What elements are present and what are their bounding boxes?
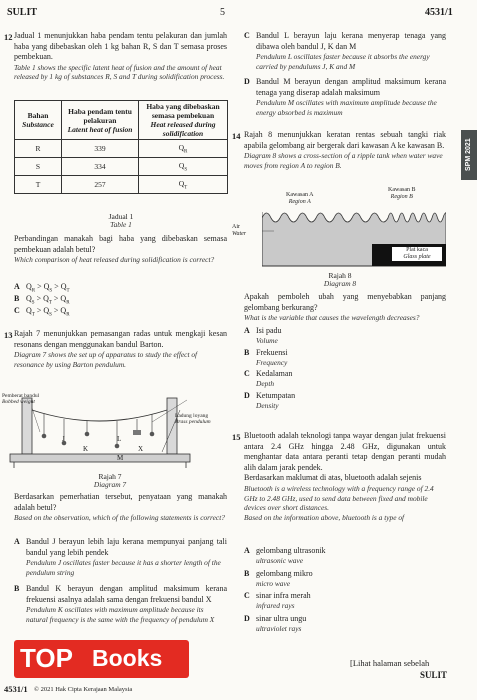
q14-option-a-en: Volume xyxy=(256,336,278,345)
q13-option-d-en: Pendulum M oscillates with maximum amplitude because the energy absorbed is maximum xyxy=(256,98,437,117)
q15-text-ms: Bluetooth adalah teknologi tanpa wayar dengan julat frekuensi antara 2.4 GHz hingga 2.48 GHz, digunakan untuk menghantar data antara peranti tetap dengan peranti mudah alih dalam jarak pendek. xyxy=(244,431,446,472)
q14-option-d-ms: Ketumpatan xyxy=(256,390,296,400)
footer-next-page: [Lihat halaman sebelah xyxy=(350,658,430,668)
q15-block xyxy=(244,431,446,522)
label-bobbed-weight xyxy=(2,393,39,405)
q13-option-a-ms: Bandul J berayun lebih laju kerana mempunyai panjang tali bandul yang lebih pendek xyxy=(26,537,227,557)
header-sulit: SULIT xyxy=(7,7,38,18)
q13-text-en: Diagram 7 shows the set up of apparatus to study the effect of resonance by using Barton pendulum. xyxy=(14,350,198,369)
th-heat-ms: Haba yang dibebaskan semasa pembekuan xyxy=(146,102,220,120)
cell-r-val: 339 xyxy=(62,140,139,158)
label-brass-ms: Ladung loyang xyxy=(175,413,209,419)
q12-text-ms: Jadual 1 menunjukkan haba pendam tentu pelakuran dan jumlah haba yang dibebaskan oleh 1 kg bahan R, S dan T semasa proses pembekuan. xyxy=(14,31,227,62)
footer-code: 4531/1 xyxy=(4,684,28,694)
q13-option-b-letter: B xyxy=(14,584,20,593)
q15-option-c-letter: C xyxy=(244,591,250,601)
table-1-caption xyxy=(14,212,228,229)
cell-s: S xyxy=(15,158,62,176)
th-heat-en: Heat released during solidification xyxy=(150,120,216,138)
q12-option-c-letter: C xyxy=(14,306,20,315)
label-m: M xyxy=(117,454,124,462)
label-l: L xyxy=(117,435,122,443)
q14-option-c-letter: C xyxy=(244,369,250,379)
label-x: X xyxy=(138,445,144,453)
label-brass-pendulum xyxy=(175,413,211,425)
q15-text-ms2: Berdasarkan maklumat di atas, bluetooth adalah sejenis xyxy=(244,473,422,483)
diagram-7-caption-ms: Rajah 7 xyxy=(98,472,122,481)
q14-options xyxy=(244,326,444,410)
q14-option-b-letter: B xyxy=(244,347,250,357)
q14-option-a-letter: A xyxy=(244,326,250,335)
caption-ms: Jadual 1 xyxy=(108,212,134,221)
label-glass-plate xyxy=(392,247,442,261)
cell-qr: $Q_R$ xyxy=(139,140,228,158)
q12-text-en: Table 1 shows the specific latent heat of fusion and the amount of heat released by 1 kg of substances R, S and T during solidification process. xyxy=(14,62,225,82)
q15-options xyxy=(244,546,444,633)
logo-books-text: Books xyxy=(92,645,163,671)
th-substance-en: Substance xyxy=(22,120,54,129)
q14-text-en: Diagram 8 shows a cross-section of a ripple tank when water wave moves from region A to region B. xyxy=(244,151,443,170)
q13-option-c-letter: C xyxy=(244,31,250,40)
q12-stem-en: Which comparison of heat released during solidification is correct? xyxy=(14,255,215,265)
label-region-b xyxy=(388,187,416,201)
diagram-8-caption-en: Diagram 8 xyxy=(323,279,357,288)
th-latent-ms: Haba pendam tentu pelakuran xyxy=(68,106,132,125)
q15-option-c-ms: sinar infra merah xyxy=(256,591,311,601)
q12-block xyxy=(14,31,227,82)
q12-option-a-letter: A xyxy=(14,282,20,291)
q14-option-d-en: Density xyxy=(256,400,279,410)
q14-option-a[interactable] xyxy=(244,326,444,346)
q15-option-d[interactable] xyxy=(244,614,444,634)
region-a-ms: Kawasan A xyxy=(286,192,314,198)
label-k: K xyxy=(83,445,89,453)
q13-stem-ms: Berdasarkan pemerhatian tersebut, penyataan yang manakah adalah betul? xyxy=(14,492,227,512)
label-water xyxy=(232,224,246,238)
q14-option-d-letter: D xyxy=(244,390,250,400)
q15-option-b-en: micro wave xyxy=(256,578,291,588)
cell-r: R xyxy=(15,140,62,158)
q13-stem xyxy=(14,492,227,523)
spm-side-tab: SPM 2021 xyxy=(461,130,477,180)
q14-text-ms: Rajah 8 menunjukkan keratan rentas sebuah tangki riak apabila gelombang air bergerak dari kawasan A ke kawasan B. xyxy=(244,130,446,150)
q13-option-c[interactable] xyxy=(244,31,446,71)
q12-option-b[interactable]: B $Q_S > Q_T > Q_R$ xyxy=(14,294,70,306)
q12-stem-ms: Perbandingan manakah bagi haba yang dibebaskan semasa pembekuan adalah betul? xyxy=(14,234,227,254)
q15-option-c-en: infrared rays xyxy=(256,601,295,611)
q14-option-c-en: Depth xyxy=(256,379,275,389)
q15-option-a[interactable] xyxy=(244,546,444,566)
q13-option-c-en: Pendulum L oscillates faster because it absorbs the energy carried by pendulums J, K and M xyxy=(256,52,430,71)
topbooks-watermark xyxy=(14,640,189,678)
q15-option-a-letter: A xyxy=(244,546,250,555)
q12-number: 12 xyxy=(4,32,13,42)
diagram-7-caption xyxy=(80,472,140,489)
q13-option-b-ms: Bandul K berayun dengan amplitud maksimum kerana frekuensi asalnya adalah sama dengan frekuensi bandul X xyxy=(26,584,227,604)
q14-number: 14 xyxy=(232,131,241,141)
q14-option-d[interactable] xyxy=(244,391,444,411)
label-region-a xyxy=(286,192,314,206)
diagram-8-caption-ms: Rajah 8 xyxy=(328,271,352,280)
footer-sulit: SULIT xyxy=(420,670,448,680)
caption-en: Table 1 xyxy=(110,220,132,229)
water-ms: Air xyxy=(232,224,240,230)
q14-stem xyxy=(244,292,446,323)
q13-text-ms: Rajah 7 menunjukkan pemasangan radas untuk mengkaji kesan resonans dengan menggunakan bandul Barton. xyxy=(14,329,227,349)
q13-option-a-en: Pendulum J oscillates faster because it has a shorter length of the pendulum string xyxy=(26,558,221,577)
region-b-ms: Kawasan B xyxy=(388,187,416,193)
q14-stem-ms: Apakah pemboleh ubah yang menyebabkan panjang gelombang berkurang? xyxy=(244,292,446,312)
q15-option-b[interactable] xyxy=(244,569,444,589)
q13-number: 13 xyxy=(4,330,13,340)
q12-option-a[interactable]: A $Q_R > Q_S > Q_T$ xyxy=(14,282,70,294)
q15-option-d-letter: D xyxy=(244,613,250,623)
q15-option-d-ms: sinar ultra ungu xyxy=(256,613,307,623)
page-number: 5 xyxy=(220,7,225,18)
q13-option-c-ms: Bandul L berayun laju kerana menyerap tenaga yang dibawa oleh bandul J, K dan M xyxy=(256,31,446,51)
q13-block xyxy=(14,329,227,369)
q13-option-d-letter: D xyxy=(244,77,250,86)
q14-option-c[interactable] xyxy=(244,369,444,389)
paper-code: 4531/1 xyxy=(425,7,453,18)
q13-option-a-letter: A xyxy=(14,537,20,546)
th-substance-ms: Bahan xyxy=(27,111,49,120)
cell-qs: $Q_S$ xyxy=(139,158,228,176)
q13-option-b[interactable] xyxy=(14,584,227,624)
label-j: J xyxy=(62,435,65,443)
label-brass-en: Brass pendulum xyxy=(175,419,211,425)
cell-s-val: 334 xyxy=(62,158,139,176)
label-bobbed-ms: Pemberat bandul xyxy=(2,393,40,399)
q12-option-b-letter: B xyxy=(14,294,20,303)
q14-option-b-en: Frequency xyxy=(256,357,288,367)
table-1 xyxy=(14,100,228,194)
q15-text-en: Bluetooth is a wireless technology with a frequency range of 2.4 GHz to 2.48 GHz, used to send data between fixed and mobile devices over short distances. xyxy=(244,483,434,513)
q15-text-en2: Based on the information above, bluetooth is a type of xyxy=(244,512,405,522)
glass-ms: Plat kaca xyxy=(406,247,428,253)
q15-number: 15 xyxy=(232,432,241,442)
q14-option-b-ms: Frekuensi xyxy=(256,347,288,357)
q13-option-a[interactable] xyxy=(14,537,227,577)
cell-qt: $Q_T$ xyxy=(139,176,228,194)
q15-option-d-en: ultraviolet rays xyxy=(256,623,302,633)
q15-option-a-ms: gelombang ultrasonik xyxy=(256,546,326,555)
diagram-7-caption-en: Diagram 7 xyxy=(93,480,127,489)
glass-en: Glass plate xyxy=(403,254,431,260)
footer-copyright: © 2021 Hak Cipta Kerajaan Malaysia xyxy=(34,686,133,693)
logo-top-text: TOP xyxy=(20,643,73,673)
q14-stem-en: What is the variable that causes the wavelength decreases? xyxy=(244,313,420,323)
label-bobbed-en: Bobbed weight xyxy=(2,399,35,405)
q14-option-c-ms: Kedalaman xyxy=(256,369,293,379)
q13-option-d[interactable] xyxy=(244,77,446,117)
q14-option-b[interactable] xyxy=(244,348,444,368)
th-latent-en: Latent heat of fusion xyxy=(67,124,133,134)
q13-stem-en: Based on the observation, which of the following statements is correct? xyxy=(14,513,225,523)
water-en: Water xyxy=(232,231,247,237)
cell-t-val: 257 xyxy=(62,176,139,194)
q15-option-b-letter: B xyxy=(244,568,250,578)
region-a-en: Region A xyxy=(288,199,311,205)
q15-option-a-en: ultrasonic wave xyxy=(256,556,304,565)
q14-block xyxy=(244,130,446,170)
cell-t: T xyxy=(15,176,62,194)
q12-stem xyxy=(14,234,227,265)
q15-option-b-ms: gelombang mikro xyxy=(256,568,313,578)
q12-option-c[interactable]: C $Q_T > Q_S > Q_R$ xyxy=(14,306,70,318)
q14-option-a-ms: Isi padu xyxy=(256,326,282,335)
diagram-8-caption xyxy=(310,271,370,288)
q15-option-c[interactable] xyxy=(244,591,444,611)
q13-option-d-ms: Bandul M berayun dengan amplitud maksimum kerana tenaga yang diserap adalah maksimum xyxy=(256,77,446,97)
q13-option-b-en: Pendulum K oscillates with maximum amplitude because its natural frequency is the same with the frequency of pendulum X xyxy=(26,605,215,624)
region-b-en: Region B xyxy=(390,194,413,200)
